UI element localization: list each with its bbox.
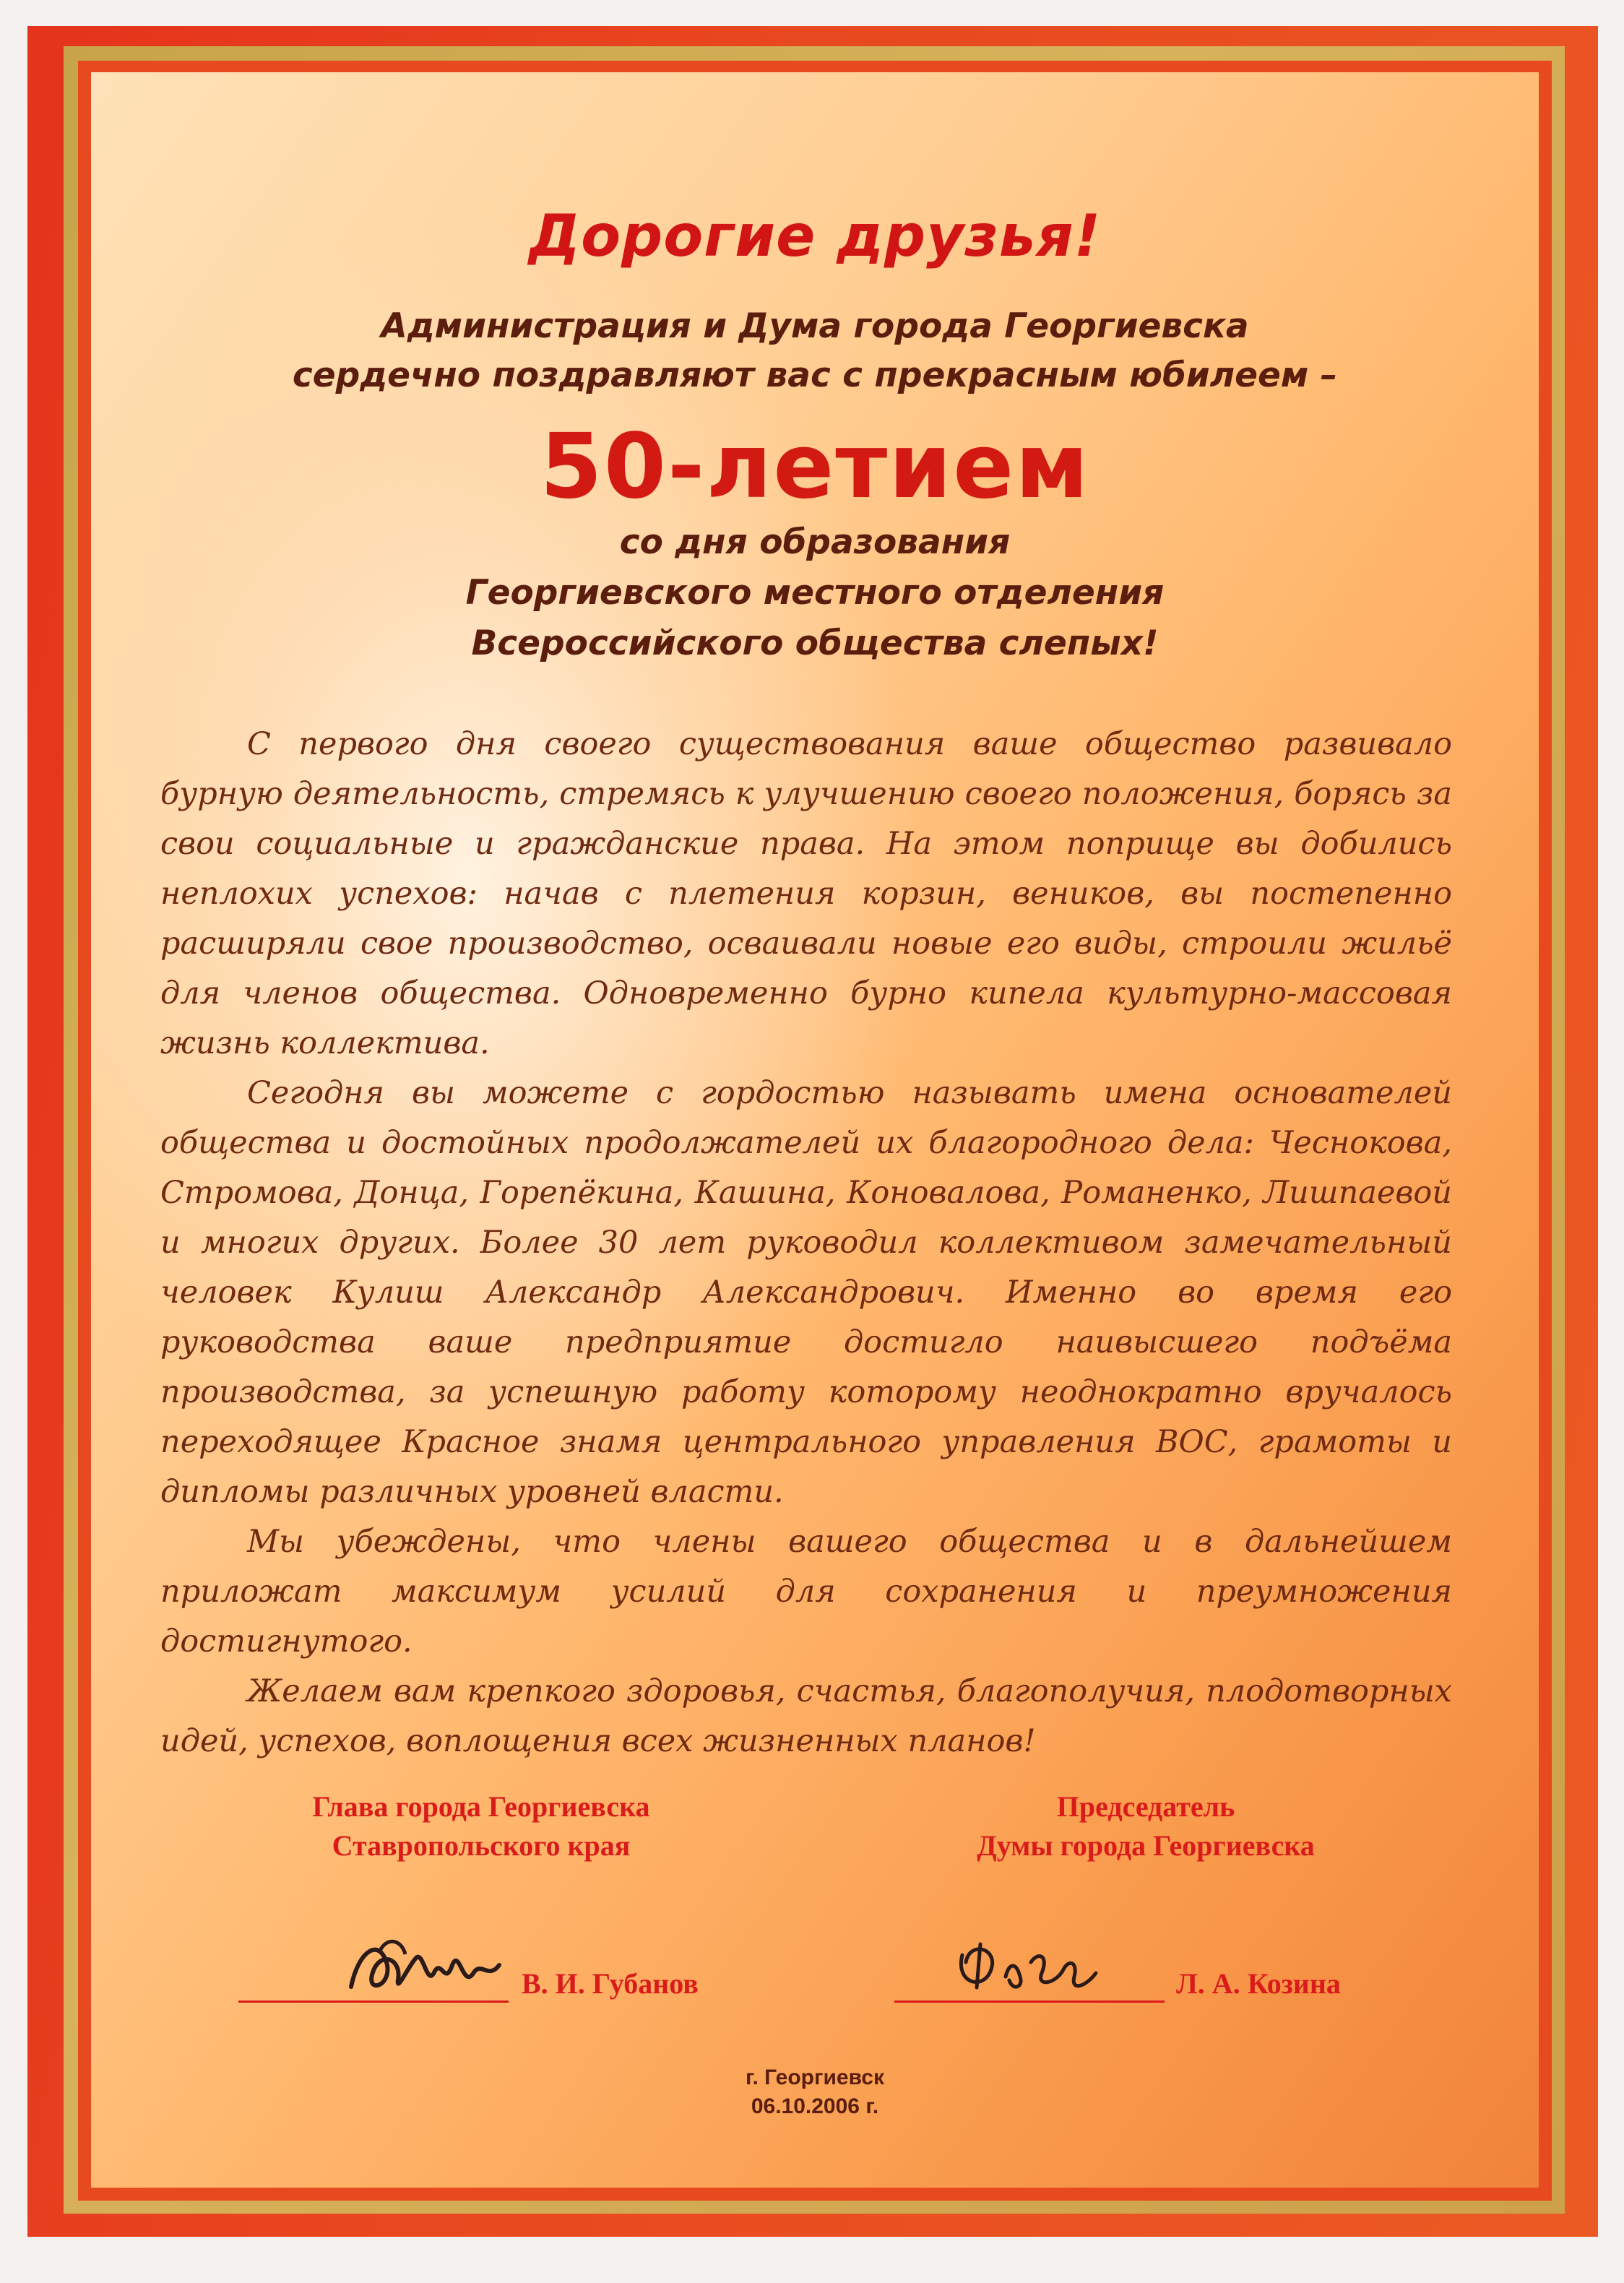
occasion-line: со дня образования bbox=[619, 522, 1011, 562]
signatory-title-duma bbox=[871, 1787, 1420, 1865]
body-paragraph: Мы убеждены, что члены вашего общества и в дальнейшем приложат максимум усилий для сохранения и преумножения достигнутого. bbox=[160, 1524, 1452, 1660]
signatory-title-line: Ставропольского края bbox=[332, 1829, 631, 1862]
signature-duma bbox=[941, 1919, 1114, 2013]
intro-text bbox=[91, 302, 1539, 400]
jubilee-heading: 50-летием bbox=[540, 415, 1090, 519]
intro-line: сердечно поздравляют вас с прекрасным юбилеем – bbox=[292, 355, 1338, 395]
place-and-date bbox=[91, 2063, 1539, 2121]
signatory-title-line: Председатель bbox=[1056, 1790, 1235, 1823]
signatory-name-mayor: В. И. Губанов bbox=[522, 1967, 699, 2000]
body-paragraph: Желаем вам крепкого здоровья, счастья, благополучия, плодотворных идей, успехов, воплощения всех жизненных планов! bbox=[160, 1673, 1452, 1759]
occasion-line: Георгиевского местного отделения bbox=[465, 573, 1165, 613]
occasion-text bbox=[91, 517, 1539, 669]
signatory-name-duma: Л. А. Козина bbox=[1176, 1967, 1341, 2000]
signatory-title-mayor bbox=[207, 1787, 756, 1865]
letter-body bbox=[160, 720, 1452, 1766]
place: г. Георгиевск bbox=[746, 2066, 884, 2089]
signature-mayor bbox=[337, 1922, 510, 2016]
occasion-line: Всероссийского общества слепых! bbox=[471, 623, 1159, 663]
body-paragraph: С первого дня своего существования ваше общество развивало бурную деятельность, стремясь к улучшению своего положения, борясь за свои социальные и гражданские права. На этом поприще вы добились неплохих успехов: начав с плетения корзин, веников, вы постепенно расширяли свое производство, осваивали новые его виды, строили жильё для членов общества. Одновременно бурно кипела культурно-массовая жизнь коллектива. bbox=[160, 726, 1452, 1061]
intro-line: Администрация и Дума города Георгиевска bbox=[381, 306, 1249, 346]
greeting-title: Дорогие друзья! bbox=[528, 202, 1102, 269]
certificate-panel bbox=[91, 72, 1539, 2188]
date: 06.10.2006 г. bbox=[751, 2094, 879, 2118]
signatory-title-line: Думы города Георгиевска bbox=[977, 1829, 1315, 1862]
signatory-title-line: Глава города Георгиевска bbox=[312, 1790, 650, 1823]
body-paragraph: Сегодня вы можете с гордостью называть имена основателей общества и достойных продолжателей их благородного дела: Чеснокова, Стромова, Донца, Горепёкина, Кашина, Коновалова, Романенко, Лишпаевой и многих других. Более 30 лет руководил коллективом замечательный человек Кулиш Александр Александрович. Именно во время его руководства ваше предприятие достигло наивысшего подъёма производства, за успешную работу которому неоднократно вручалось переходящее Красное знамя центрального управления ВОС, грамоты и дипломы различных уровней власти. bbox=[160, 1075, 1452, 1510]
